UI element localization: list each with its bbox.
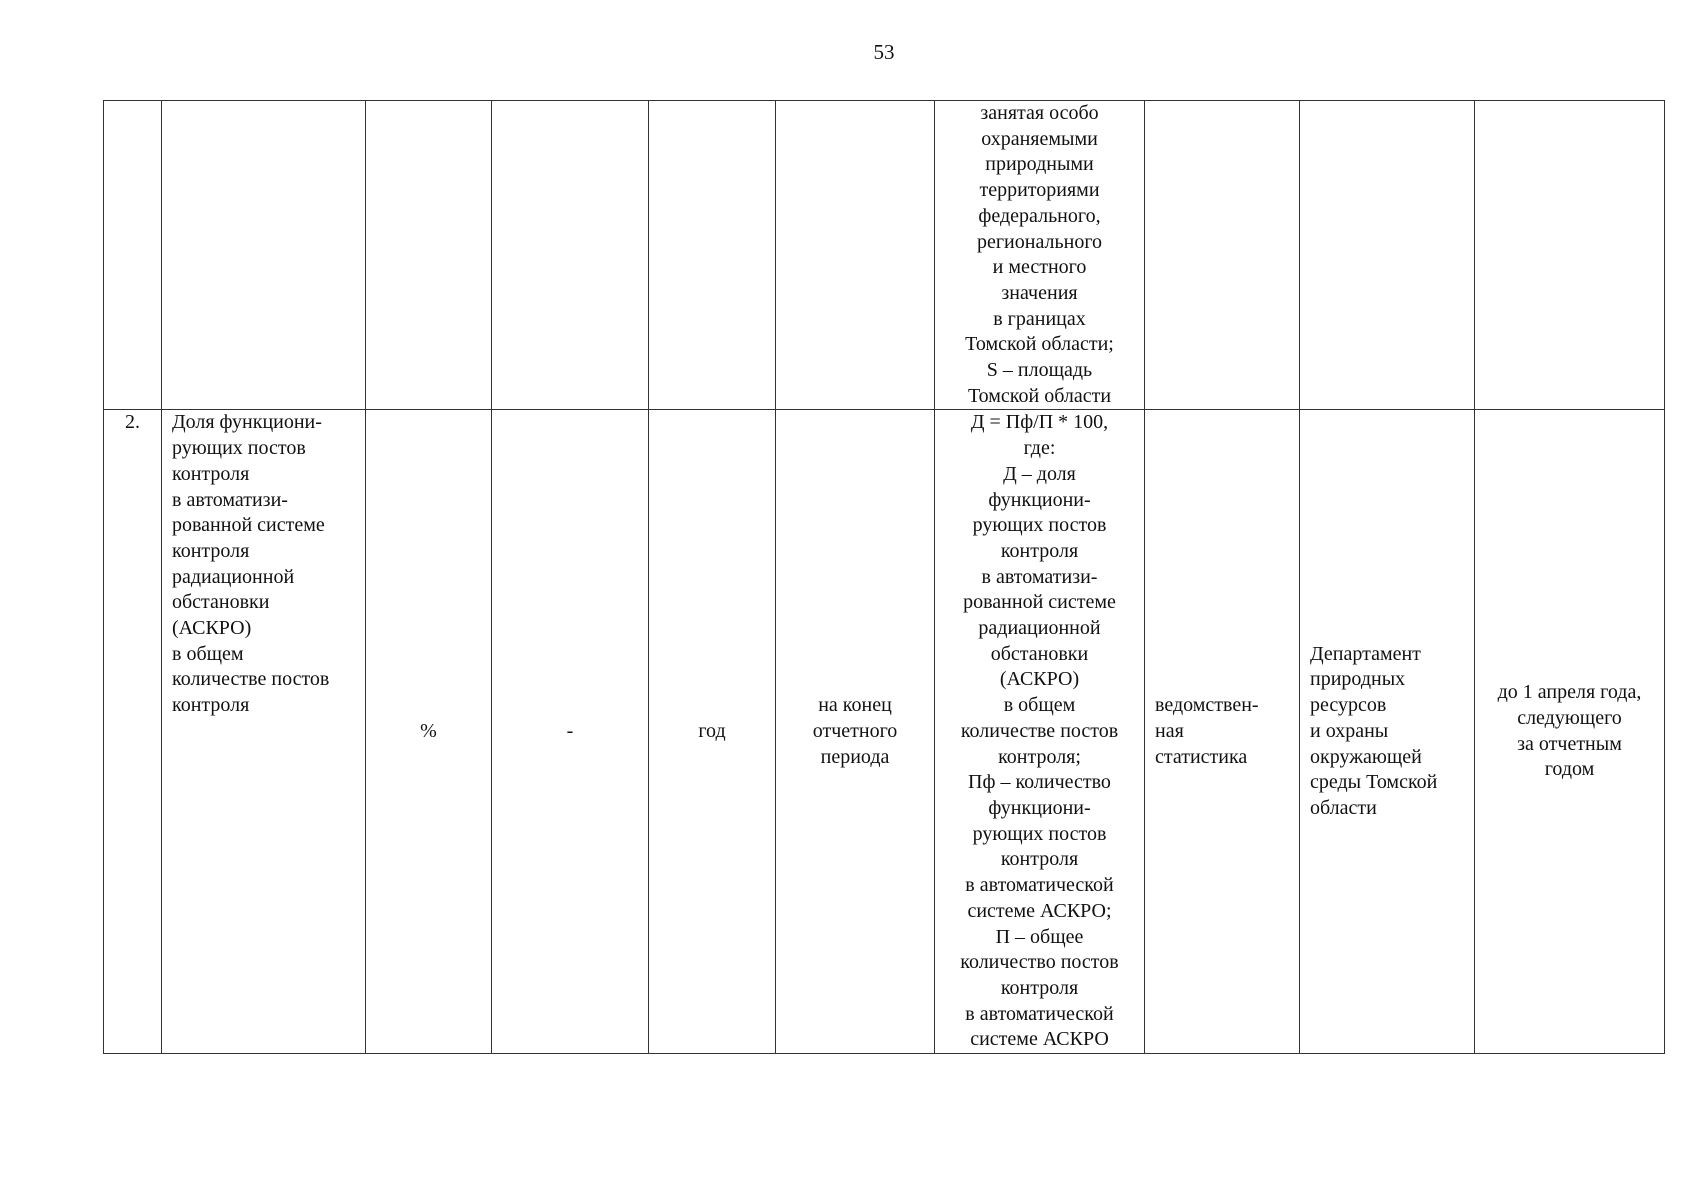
cell-empty-2 [162,101,366,410]
cell-formula-continued: занятая особо охраняемыми природными территориями федерального, регионального и местного значения в границах Томской области; S – площадь Томской области [935,101,1145,410]
cell-deadline: до 1 апреля года, следующего за отчетным годом [1475,410,1665,1054]
cell-empty-4 [492,101,649,410]
page-number: 53 [873,40,895,64]
table-row-2 [104,410,1665,1054]
indicators-table [103,100,1665,1054]
cell-row-number: 2. [104,410,162,1054]
cell-responsible: Департамент природных ресурсов и охраны окружающей среды Томской области [1300,410,1475,1054]
cell-empty-5 [649,101,776,410]
cell-unit: % [366,410,492,1054]
cell-date-type: на конец отчетного периода [776,410,935,1054]
cell-column-4: - [492,410,649,1054]
cell-empty-6 [776,101,935,410]
cell-indicator-name: Доля функциони- рующих постов контроля в автоматизи- рованной системе контроля радиационной обстановки (АСКРО) в общем количестве постов контроля [162,410,366,1054]
cell-formula: Д = Пф/П * 100, где: Д – доля функциони- рующих постов контроля в автоматизи- рованной системе радиационной обстановки (АСКРО) в общем количестве постов контроля; Пф – количество функциони- рующих постов контроля в автоматической системе АСКРО; П – общее количество постов контроля в автоматической системе АСКРО [935,410,1145,1054]
table-row-continued [104,101,1665,410]
cell-empty-8 [1145,101,1300,410]
cell-empty-3 [366,101,492,410]
cell-periodicity: год [649,410,776,1054]
cell-empty-9 [1300,101,1475,410]
cell-empty-1 [104,101,162,410]
cell-source: ведомствен- ная статистика [1145,410,1300,1054]
cell-empty-10 [1475,101,1665,410]
